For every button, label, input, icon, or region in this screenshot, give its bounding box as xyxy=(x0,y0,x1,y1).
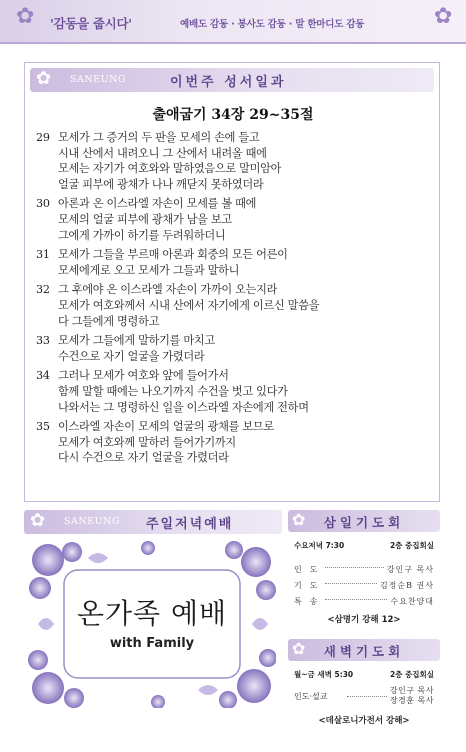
wednesday-roster xyxy=(288,561,440,609)
verse-line: 모세가 그들에게 말하기를 마치고 xyxy=(58,334,215,348)
verse-list xyxy=(36,130,436,470)
dotted-leader xyxy=(325,599,387,600)
roster-role: 특송 xyxy=(294,596,326,606)
verse-number: 32 xyxy=(36,283,50,297)
verse-line: 모세는 자기가 여호와와 말하였음으로 말미암아 xyxy=(58,162,282,176)
verse-text xyxy=(58,196,256,243)
verse-line: 모세가 여호와께서 시내 산에서 자기에게 이르신 말씀을 xyxy=(58,298,320,312)
wednesday-prayer-header xyxy=(288,510,440,532)
verse xyxy=(36,247,436,278)
verse xyxy=(36,282,436,329)
verse-line: 이스라엘 자손이 모세의 얼굴의 광채를 보므로 xyxy=(58,420,274,434)
verse-line: 함께 말할 때에는 나오기까지 수건을 벗고 있다가 xyxy=(58,384,288,398)
chapter-title: 출애굽기 34장 29~35절 xyxy=(152,107,314,123)
section-title: 삼일기도회 xyxy=(323,515,405,530)
verse-number: 33 xyxy=(36,334,50,348)
dawn-prayer-header xyxy=(288,639,440,661)
verse xyxy=(36,130,436,192)
verse-number: 34 xyxy=(36,369,50,383)
service-place: 2층 중집회실 xyxy=(389,670,434,679)
verse-number: 35 xyxy=(36,420,50,434)
verse-line: 모세의 얼굴 피부에 광채가 남을 보고 xyxy=(58,212,232,226)
verse-text xyxy=(58,419,274,466)
slogan: '감동을 줍시다' xyxy=(50,16,132,31)
dotted-leader xyxy=(325,583,377,584)
verse-line: 모세가 여호와께 말하러 들어가기까지 xyxy=(58,435,236,449)
verse-text xyxy=(58,282,319,329)
sunday-evening-box xyxy=(24,510,282,742)
verse-line: 모세가 그 증거의 두 판을 모세의 손에 들고 xyxy=(58,131,260,144)
roster-person: 강인구 목사 xyxy=(389,686,434,695)
verse xyxy=(36,333,436,364)
verse-line: 모세가 그들을 부르매 아론과 회중의 모든 어른이 xyxy=(58,248,288,262)
verse-line: 얼굴 피부에 광채가 나나 깨닫지 못하였더라 xyxy=(58,177,264,191)
image-subtitle: with Family xyxy=(109,636,195,651)
roster-row xyxy=(294,593,434,609)
section-title: 주일저녁예배 xyxy=(146,517,234,532)
dawn-time-row xyxy=(288,669,440,680)
dotted-leader xyxy=(347,696,387,697)
flower-icon: ✿ xyxy=(292,510,306,529)
verse-line: 그 후에야 온 이스라엘 자손이 가까이 오는지라 xyxy=(58,283,278,297)
verse-line: 시내 산에서 내려오니 그 산에서 내려올 때에 xyxy=(58,146,267,160)
roster-row xyxy=(294,561,434,577)
section-title: 이번주 성서일과 xyxy=(170,75,287,90)
verse-text xyxy=(58,368,309,415)
roster-role: 인도·설교 xyxy=(294,691,328,701)
section-title: 새벽기도회 xyxy=(323,644,405,659)
service-time: 월~금 새벽 5:30 xyxy=(294,670,354,679)
verse xyxy=(36,419,436,466)
flower-icon: ✿ xyxy=(292,639,306,658)
dawn-roster xyxy=(288,686,440,706)
flower-icon: ✿ xyxy=(30,510,46,531)
roster-person: 김정순B 권사 xyxy=(379,580,434,590)
roster-row xyxy=(294,577,434,593)
verse-line: 아론과 온 이스라엘 자손이 모세를 볼 때에 xyxy=(58,197,257,211)
roster-person: 수요찬양대 xyxy=(390,596,434,606)
prayer-schedule xyxy=(288,510,440,726)
wednesday-time-row xyxy=(288,540,440,551)
flower-icon: ✿ xyxy=(36,68,52,89)
verse-line: 나와서는 그 명령하신 일을 이스라엘 자손에게 전하며 xyxy=(58,400,309,414)
verse-line: 다 그들에게 명령하고 xyxy=(58,314,160,328)
verse-line: 그에게 가까이 하기를 두려워하더니 xyxy=(58,228,226,242)
service-place: 2층 중집회실 xyxy=(389,541,434,550)
family-worship-image xyxy=(28,540,276,708)
roster-person: 장경훈 목사 xyxy=(389,696,434,705)
roster-names xyxy=(390,686,434,706)
verse xyxy=(36,196,436,243)
slogan-subtitle: 예배도 감동 · 봉사도 감동 · 말 한마디도 감동 xyxy=(180,19,365,30)
image-title: 온가족 예배 xyxy=(76,597,228,630)
bible-reading-header xyxy=(30,68,434,92)
verse-line: 그러나 모세가 여호와 앞에 들어가서 xyxy=(58,369,229,383)
roster-role: 인도 xyxy=(294,564,326,574)
flower-icon: ✿ xyxy=(16,4,35,29)
verse-text xyxy=(58,247,288,278)
verse-text xyxy=(58,333,215,364)
verse-line: 모세에게로 오고 모세가 그들과 말하니 xyxy=(58,263,240,277)
verse-number: 30 xyxy=(36,197,50,211)
wednesday-lecture: <삼명기 강해 12> xyxy=(327,615,401,625)
verse-number: 31 xyxy=(36,248,50,262)
verse-line: 다시 수건으로 자기 얼굴을 가렸더라 xyxy=(58,451,229,465)
flower-icon: ✿ xyxy=(434,4,453,29)
verse-line: 수건으로 자기 얼굴을 가렸더라 xyxy=(58,349,205,363)
verse-number: 29 xyxy=(36,131,50,144)
roster-person: 강인구 목사 xyxy=(386,564,434,574)
roster-role: 기도 xyxy=(294,580,326,590)
dotted-leader xyxy=(325,567,384,568)
verse xyxy=(36,368,436,415)
sunday-evening-header xyxy=(24,510,282,534)
dawn-lecture: <데살로니가전서 강해> xyxy=(318,716,410,726)
brand-label: SANEUNG xyxy=(70,74,127,85)
verse-text xyxy=(58,130,281,192)
brand-label: SANEUNG xyxy=(64,516,121,527)
top-banner xyxy=(0,0,466,44)
service-time: 수요저녁 7:30 xyxy=(294,541,345,550)
